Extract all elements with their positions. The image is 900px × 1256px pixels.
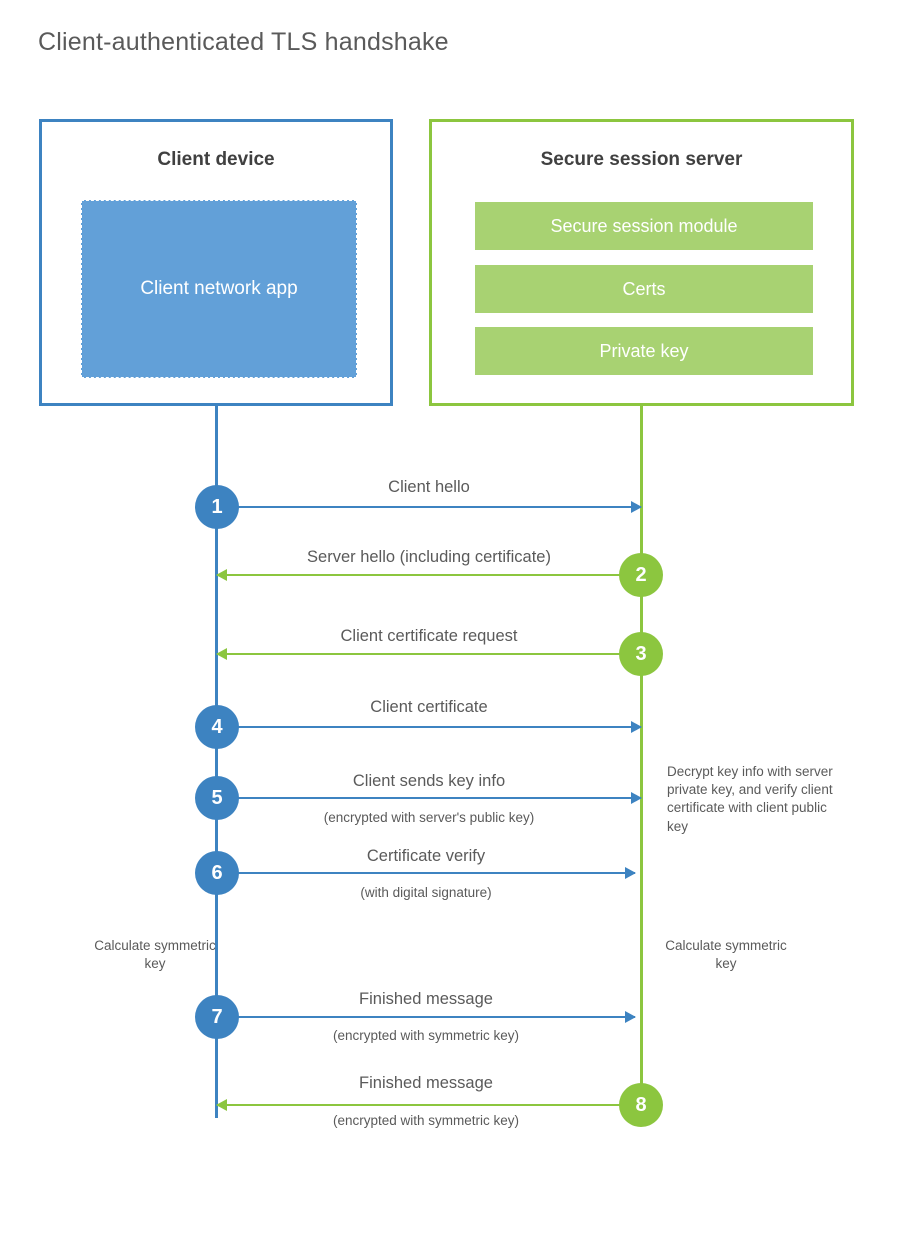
arrowhead-icon — [216, 569, 227, 581]
step-badge-5: 5 — [195, 776, 239, 820]
arrow-step-1 — [217, 506, 641, 508]
client-device-box — [39, 119, 393, 406]
sublabel-step-5: (encrypted with server's public key) — [323, 810, 535, 825]
sublabel-step-7: (encrypted with symmetric key) — [332, 1028, 520, 1043]
arrowhead-icon — [625, 1011, 636, 1023]
step-badge-8: 8 — [619, 1083, 663, 1127]
sublabel-step-8: (encrypted with symmetric key) — [332, 1113, 520, 1128]
label-step-5: Client sends key info — [352, 772, 506, 790]
arrowhead-icon — [631, 501, 642, 513]
arrowhead-icon — [631, 792, 642, 804]
arrowhead-icon — [625, 867, 636, 879]
arrow-step-3 — [217, 653, 641, 655]
arrow-step-7 — [217, 1016, 635, 1018]
secure-session-server-box — [429, 119, 854, 406]
arrowhead-icon — [631, 721, 642, 733]
server-component-secure-session-module: Secure session module — [475, 202, 813, 250]
label-step-2: Server hello (including certificate) — [307, 548, 551, 566]
arrow-step-8 — [217, 1104, 635, 1106]
page-title: Client-authenticated TLS handshake — [38, 28, 449, 56]
note-server-decrypt: Decrypt key info with server private key, and verify client certificate with client public key — [667, 764, 833, 834]
label-step-4: Client certificate — [370, 698, 488, 716]
arrowhead-icon — [216, 648, 227, 660]
step-badge-4: 4 — [195, 705, 239, 749]
label-step-1: Client hello — [388, 478, 470, 496]
server-component-private-key: Private key — [475, 327, 813, 375]
server-component-certs: Certs — [475, 265, 813, 313]
label-step-8: Finished message — [359, 1074, 493, 1092]
client-network-app-block: Client network app — [81, 200, 357, 378]
note-server-calculate-symmetric-key: Calculate symmetric key — [665, 938, 787, 972]
arrow-step-6 — [217, 872, 635, 874]
step-badge-1: 1 — [195, 485, 239, 529]
arrow-step-5 — [217, 797, 641, 799]
label-step-3: Client certificate request — [340, 627, 518, 645]
secure-session-server-title: Secure session server — [540, 149, 743, 170]
step-badge-6: 6 — [195, 851, 239, 895]
note-client-calculate-symmetric-key: Calculate symmetric key — [94, 938, 216, 972]
step-badge-2: 2 — [619, 553, 663, 597]
label-step-6: Certificate verify — [366, 847, 486, 865]
arrow-step-2 — [217, 574, 641, 576]
arrowhead-icon — [216, 1099, 227, 1111]
label-step-7: Finished message — [359, 990, 493, 1008]
step-badge-7: 7 — [195, 995, 239, 1039]
arrow-step-4 — [217, 726, 641, 728]
step-badge-3: 3 — [619, 632, 663, 676]
sublabel-step-6: (with digital signature) — [360, 885, 492, 900]
client-device-title: Client device — [157, 149, 275, 170]
